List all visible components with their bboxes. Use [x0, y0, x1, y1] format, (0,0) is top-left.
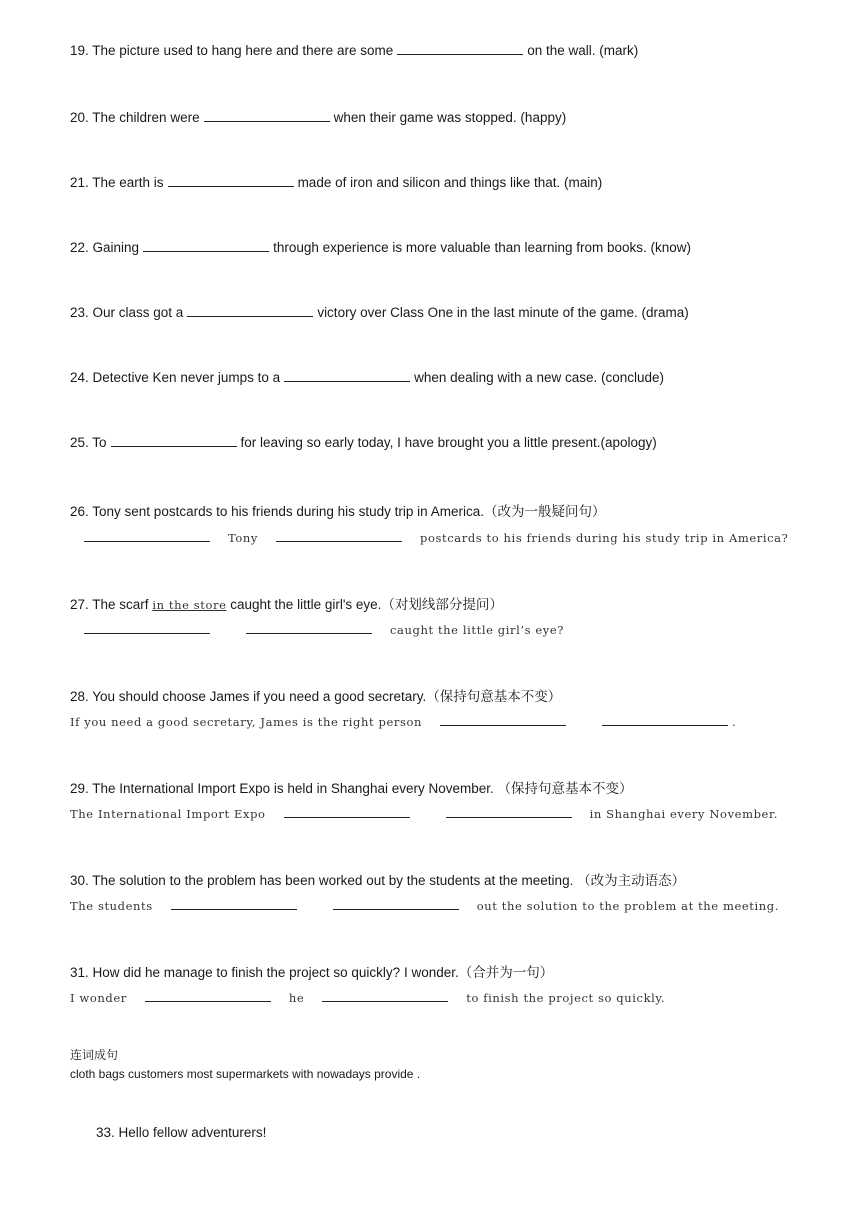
question-20 — [70, 110, 566, 125]
question-24-text: 24. Detective Ken never jumps to a — [70, 370, 281, 385]
answer-blank[interactable] — [84, 530, 210, 542]
section-title: 连词成句 — [70, 1048, 119, 1062]
answer-blank[interactable] — [333, 898, 459, 910]
answer-blank[interactable] — [322, 990, 448, 1002]
question-30 — [70, 869, 685, 889]
answer-31-rest: to finish the project so quickly. — [466, 991, 666, 1005]
question-27-instruction: caught the little girl's eye.（对划线部分提问） — [230, 597, 503, 612]
question-33: 33. Hello fellow adventurers! — [96, 1125, 267, 1140]
question-28-text: 28. You should choose James if you need a good secretary.（保持句意基本不变） — [70, 689, 562, 704]
answer-27-rest: caught the little girl’s eye? — [390, 623, 565, 637]
question-26 — [70, 500, 605, 520]
question-19-hint: on the wall. (mark) — [527, 43, 639, 58]
answer-28-period: . — [732, 715, 737, 729]
answer-blank[interactable] — [204, 110, 330, 122]
answer-blank[interactable] — [246, 622, 372, 634]
answer-blank[interactable] — [602, 714, 728, 726]
answer-28-text: If you need a good secretary, James is the right person — [70, 715, 422, 729]
answer-blank[interactable] — [187, 305, 313, 317]
question-27 — [70, 593, 503, 613]
answer-blank[interactable] — [276, 530, 402, 542]
question-22-hint: through experience is more valuable than learning from books. (know) — [273, 240, 692, 255]
answer-28 — [70, 714, 736, 729]
question-22 — [70, 240, 691, 255]
answer-30-text: The students — [70, 899, 153, 913]
question-27-text: 27. The scarf — [70, 597, 149, 612]
question-24 — [70, 370, 664, 385]
answer-29-rest: in Shanghai every November. — [589, 807, 779, 821]
answer-blank[interactable] — [143, 240, 269, 252]
question-31-text: 31. How did he manage to finish the project so quickly? I wonder.（合并为一句） — [70, 965, 554, 980]
question-20-hint: when their game was stopped. (happy) — [333, 110, 567, 125]
question-25 — [70, 435, 657, 450]
question-23-text: 23. Our class got a — [70, 305, 184, 320]
answer-blank[interactable] — [284, 370, 410, 382]
question-21-text: 21. The earth is — [70, 175, 164, 190]
answer-30-rest: out the solution to the problem at the meeting. — [476, 899, 779, 913]
question-31 — [70, 961, 553, 981]
answer-blank[interactable] — [397, 43, 523, 55]
question-20-text: 20. The children were — [70, 110, 200, 125]
question-28 — [70, 685, 561, 705]
question-29-text: 29. The International Import Expo is held in Shanghai every November. （保持句意基本不变） — [70, 781, 633, 796]
answer-blank[interactable] — [284, 806, 410, 818]
question-19 — [70, 43, 638, 58]
answer-blank[interactable] — [145, 990, 271, 1002]
question-30-text: 30. The solution to the problem has been worked out by the students at the meeting. （改为主动语态） — [70, 873, 686, 888]
answer-31 — [70, 990, 665, 1005]
question-22-text: 22. Gaining — [70, 240, 140, 255]
answer-26-word: Tony — [228, 531, 259, 545]
question-21-hint: made of iron and silicon and things like that. (main) — [297, 175, 603, 190]
answer-31-word: he — [288, 991, 305, 1005]
question-19-text: 19. The picture used to hang here and there are some — [70, 43, 394, 58]
question-26-text: 26. Tony sent postcards to his friends during his study trip in America.（改为一般疑问句） — [70, 504, 606, 519]
question-23-hint: victory over Class One in the last minute of the game. (drama) — [317, 305, 689, 320]
answer-29-text: The International Import Expo — [70, 807, 266, 821]
answer-30 — [70, 898, 779, 913]
question-24-hint: when dealing with a new case. (conclude) — [414, 370, 665, 385]
answer-blank[interactable] — [171, 898, 297, 910]
question-25-hint: for leaving so early today, I have brought you a little present.(apology) — [240, 435, 657, 450]
answer-29 — [70, 806, 778, 821]
answer-27 — [80, 622, 564, 637]
answer-blank[interactable] — [168, 175, 294, 187]
question-25-text: 25. To — [70, 435, 107, 450]
question-23 — [70, 305, 689, 320]
question-32-words: cloth bags customers most supermarkets with nowadays provide . — [70, 1067, 421, 1081]
answer-blank[interactable] — [440, 714, 566, 726]
answer-blank[interactable] — [446, 806, 572, 818]
answer-blank[interactable] — [111, 435, 237, 447]
answer-blank[interactable] — [84, 622, 210, 634]
underlined-phrase: in the store — [152, 598, 227, 612]
question-29 — [70, 777, 633, 797]
question-21 — [70, 175, 602, 190]
answer-26 — [80, 530, 788, 545]
answer-26-rest: postcards to his friends during his study trip in America? — [420, 531, 789, 545]
answer-31-text: I wonder — [70, 991, 127, 1005]
